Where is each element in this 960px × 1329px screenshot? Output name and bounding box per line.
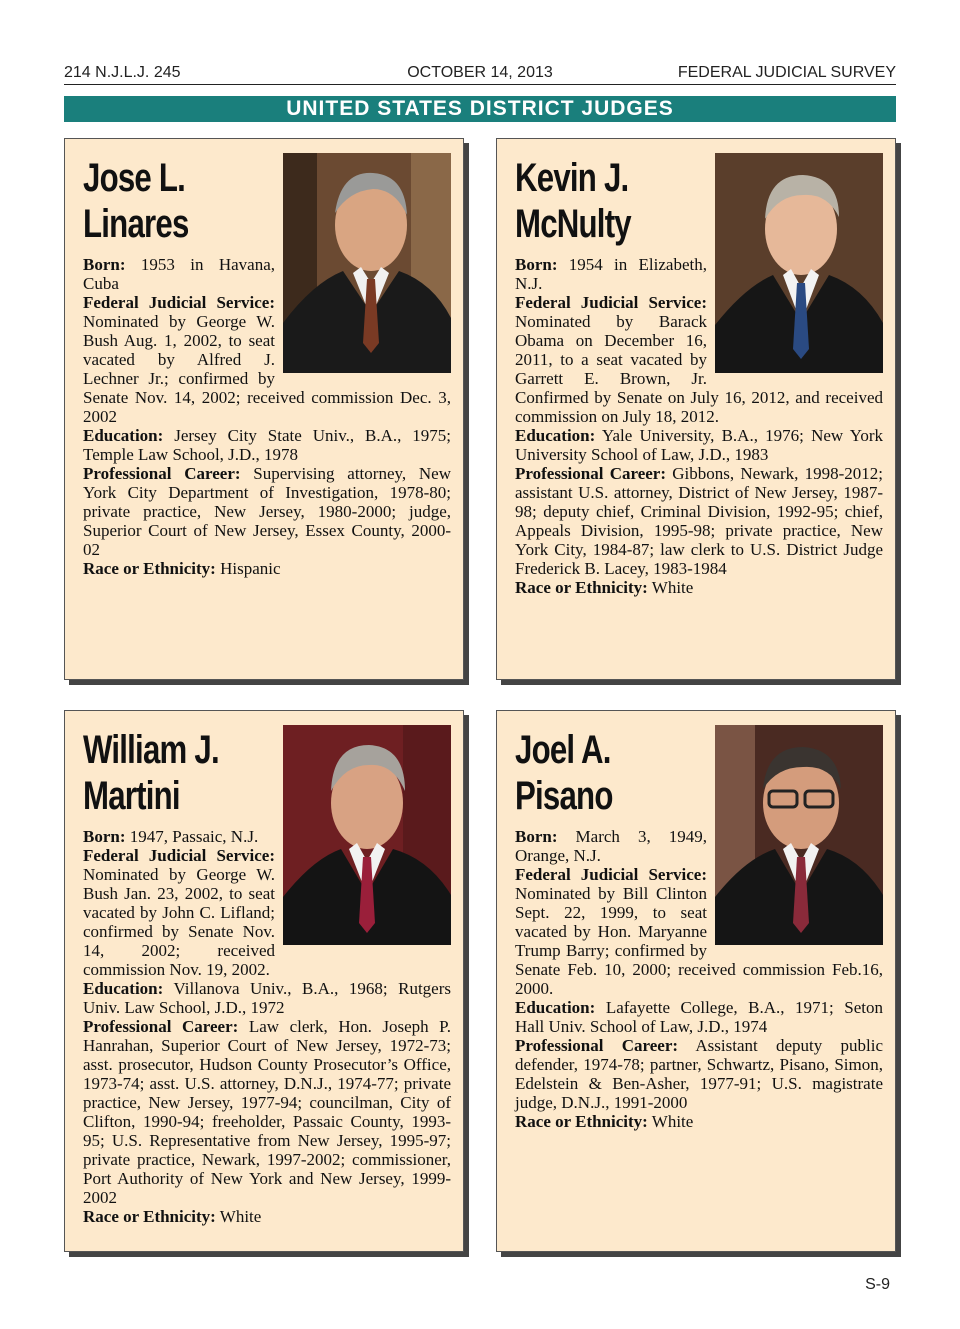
race-value: White: [647, 1112, 694, 1131]
judge-card-pisano: [496, 710, 896, 1252]
section-banner: UNITED STATES DISTRICT JUDGES: [64, 96, 896, 122]
education-value: Yale University, B.A., 1976; New York University School of Law, J.D., 1983: [515, 426, 883, 464]
issue-date: OCTOBER 14, 2013: [407, 64, 553, 81]
service-value: Nominated by George W. Bush Jan. 23, 2002, to seat vacated by John C. Lifland; confirmed by Senate Nov. 14, 2002; received commission Nov. 19, 2002.: [83, 865, 275, 979]
education-value: Jersey City State Univ., B.A., 1975; Temple Law School, J.D., 1978: [83, 426, 451, 464]
service-value: Nominated by George W. Bush Aug. 1, 2002, to seat vacated by Alfred J. Lechner Jr.; confirmed by Senate Nov. 14, 2002; received commission Dec. 3, 2002: [83, 312, 451, 426]
judge-name: Joel A. Pisano: [515, 728, 613, 818]
born-value: March 3, 1949, Orange, N.J.: [515, 827, 707, 865]
education-value: Villanova Univ., B.A., 1968; Rutgers Univ. Law School, J.D., 1972: [83, 979, 451, 1017]
born-value: 1954 in Elizabeth, N.J.: [515, 255, 707, 293]
judge-card-martini: [64, 710, 464, 1252]
judge-card-linares: [64, 138, 464, 680]
career-value: Gibbons, Newark, 1998-2012; assistant U.S. attorney, District of New Jersey, 1987-98; deputy chief, Criminal Division, 1992-95; chief, Appeals Division, 1995-98; private practice, New York City, 1984-87; law clerk to U.S. District Judge Frederick B. Lacey, 1983-1984: [515, 464, 884, 578]
race-value: White: [215, 1207, 262, 1226]
judge-bio: Born: March 3, 1949, Orange, N.J. Federal Judicial Service: Nominated by Bill Clinton Sept. 22, 1999, to seat vacated by Hon. Maryanne Trump Barry; confirmed by Senate Feb. 10, 2000; received commission Feb.16, 2000. Education: Lafayette College, B.A., 1971; Seton Hall Univ. School of Law, J.D., 1974 Professional Career: Assistant deputy public defender, 1974-78; partner, Schwartz, Pisano, Simon, Edelstein & Ben-Asher, 1977-91; U.S. magistrate judge, D.N.J., 1991-2000 Race or Ethnicity: White: [515, 827, 883, 1131]
judge-bio: Born: 1953 in Havana, Cuba Federal Judicial Service: Nominated by George W. Bush Aug. 1, 2002, to seat vacated by Alfred J. Lechner Jr.; confirmed by Senate Nov. 14, 2002; received commission Dec. 3, 2002 Education: Jersey City State Univ., B.A., 1975; Temple Law School, J.D., 1978 Professional Career: Supervising attorney, New York City Department of Investigation, 1978-80; private practice, New Jersey, 1980-2000; judge, Superior Court of New Jersey, Essex County, 2000-02 Race or Ethnicity: Hispanic: [83, 255, 451, 578]
career-value: Assistant deputy public defender, 1974-78; partner, Schwartz, Pisano, Simon, Edelstein & Ben-Asher, 1977-91; U.S. magistrate judge, D.N.J., 1991-2000: [515, 1036, 883, 1112]
career-value: Supervising attorney, New York City Department of Investigation, 1978-80; private practice, New Jersey, 1980-2000; judge, Superior Court of New Jersey, Essex County, 2000-02: [83, 464, 451, 559]
service-value: Nominated by Barack Obama on December 16, 2011, to a seat vacated by Garrett E. Brown, Jr. Confirmed by Senate on July 16, 2012, and received commission on July 18, 2012.: [515, 312, 883, 426]
born-value: 1953 in Havana, Cuba: [83, 255, 275, 293]
judge-card-mcnulty: [496, 138, 896, 680]
service-value: Nominated by Bill Clinton Sept. 22, 1999, to seat vacated by Hon. Maryanne Trump Barry; confirmed by Senate Feb. 10, 2000; received commission Feb.16, 2000.: [515, 884, 883, 998]
born-value: 1947, Passaic, N.J.: [125, 827, 259, 846]
page-number: S-9: [865, 1276, 890, 1293]
judge-name: Jose L. Linares: [83, 156, 189, 246]
judge-bio: Born: 1954 in Elizabeth, N.J. Federal Judicial Service: Nominated by Barack Obama on December 16, 2011, to a seat vacated by Garrett E. Brown, Jr. Confirmed by Senate on July 16, 2012, and received commission on July 18, 2012. Education: Yale University, B.A., 1976; New York University School of Law, J.D., 1983 Professional Career: Gibbons, Newark, 1998-2012; assistant U.S. attorney, District of New Jersey, 1987-98; deputy chief, Criminal Division, 1992-95; chief, Appeals Division, 1995-98; private practice, New York City, 1984-87; law clerk to U.S. District Judge Frederick B. Lacey, 1983-1984 Race or Ethnicity: White: [515, 255, 884, 597]
section-title: FEDERAL JUDICIAL SURVEY: [677, 64, 896, 81]
judge-bio: Born: 1947, Passaic, N.J. Federal Judicial Service: Nominated by George W. Bush Jan. 23, 2002, to seat vacated by John C. Lifland; confirmed by Senate Nov. 14, 2002; received commission Nov. 19, 2002. Education: Villanova Univ., B.A., 1968; Rutgers Univ. Law School, J.D., 1972 Professional Career: Law clerk, Hon. Joseph P. Hanrahan, Superior Court of New Jersey, 1972-73; asst. prosecutor, Hudson County Prosecutor’s Office, 1973-74; asst. U.S. attorney, D.N.J., 1974-77; private practice, New Jersey, 1977-94; councilman, City of Clifton, 1990-94; freeholder, Passaic County, 1993-95; U.S. Representative from New Jersey, 1995-97; private practice, Newark, 1997-2002; commissioner, Port Authority of New York and New Jersey, 1999-2002 Race or Ethnicity: White: [83, 827, 451, 1226]
page-header: [64, 62, 896, 85]
career-value: Law clerk, Hon. Joseph P. Hanrahan, Superior Court of New Jersey, 1972-73; asst. prosecutor, Hudson County Prosecutor’s Office, 1973-74; asst. U.S. attorney, D.N.J., 1974-77; private practice, New Jersey, 1977-94; councilman, City of Clifton, 1990-94; freeholder, Passaic County, 1993-95; U.S. Representative from New Jersey, 1995-97; private practice, Newark, 1997-2002; commissioner, Port Authority of New York and New Jersey, 1999-2002: [83, 1017, 451, 1207]
citation: 214 N.J.L.J. 245: [64, 64, 181, 81]
race-value: Hispanic: [215, 559, 281, 578]
judge-name: William J. Martini: [83, 728, 219, 818]
judge-name: Kevin J. McNulty: [515, 156, 631, 246]
education-value: Lafayette College, B.A., 1971; Seton Hall Univ. School of Law, J.D., 1974: [515, 998, 883, 1036]
race-value: White: [647, 578, 694, 597]
